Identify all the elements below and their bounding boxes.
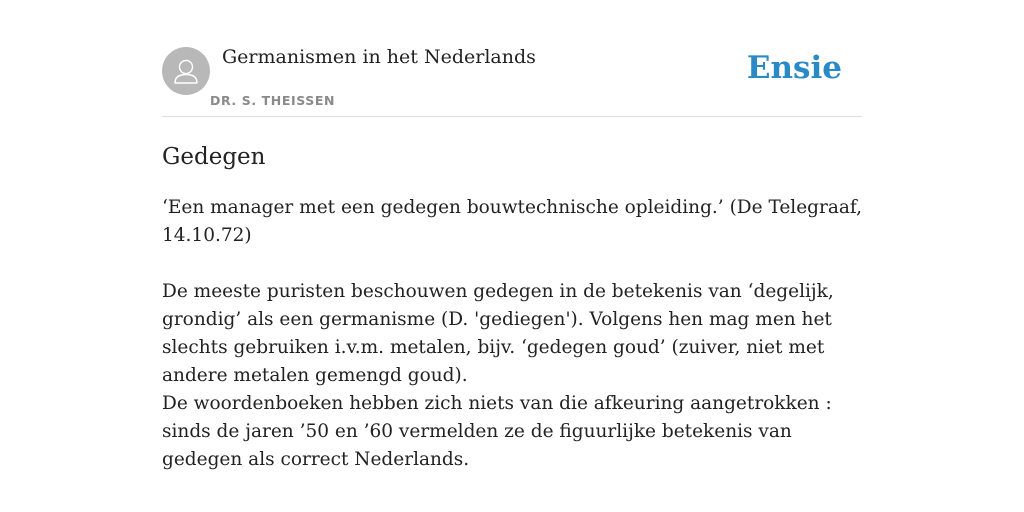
user-icon (162, 47, 210, 95)
entry-header (162, 0, 862, 117)
entry-card (162, 0, 862, 474)
entry-title: Gedegen (162, 144, 266, 170)
paragraph-spacer (162, 250, 862, 278)
author-name[interactable]: DR. S. THEISSEN (210, 93, 336, 108)
quote-paragraph: ‘Een manager met een gedegen bouwtechnische opleiding.’ (De Telegraaf, 14.10.72) (162, 197, 862, 246)
entry-body (162, 194, 862, 474)
brand-logo[interactable]: Ensie (746, 50, 842, 86)
body-paragraph-2: De woordenboeken hebben zich niets van die afkeuring aangetrokken : sinds de jaren ’50 en ’60 vermelden ze de figuurlijke betekenis van gedegen als correct Nederlands. (162, 393, 832, 470)
author-avatar[interactable] (162, 47, 210, 95)
book-title[interactable]: Germanismen in het Nederlands (222, 46, 536, 68)
body-paragraph-1: De meeste puristen beschouwen gedegen in de betekenis van ‘degelijk, grondig’ als een germanisme (D. 'gediegen'). Volgens hen mag men het slechts gebruiken i.v.m. metalen, bijv. ‘gedegen goud’ (zuiver, niet met andere metalen gemengd goud). (162, 281, 834, 386)
